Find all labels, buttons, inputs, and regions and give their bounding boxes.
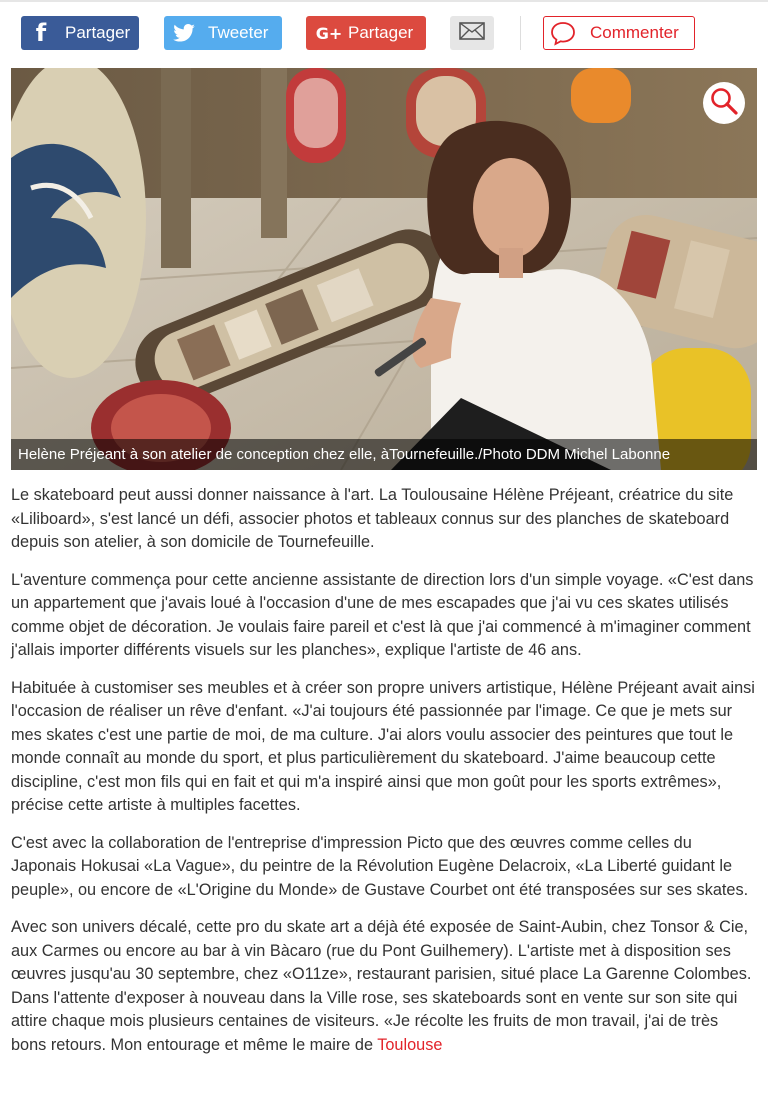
facebook-share-label: Partager — [65, 23, 131, 42]
magnifier-icon — [709, 86, 739, 121]
top-divider — [0, 0, 768, 2]
article-photo[interactable] — [11, 68, 757, 470]
googleplus-share-button[interactable] — [306, 16, 426, 50]
speech-bubble-icon — [550, 20, 576, 46]
photo-caption: Helène Préjeant à son atelier de conception chez elle, àTournefeuille./Photo DDM Michel Labonne — [11, 439, 757, 470]
twitter-bird-icon — [172, 22, 196, 44]
zoom-button[interactable] — [703, 82, 745, 124]
share-divider — [520, 16, 521, 50]
article-paragraph: Habituée à customiser ses meubles et à créer son propre univers artistique, Hélène Préjeant avait ainsi l'occasion de réaliser un rêve d'enfant. «J'ai toujours été passionnée par l'image. Ce que je mets sur mes skates c'est une partie de moi, de ma culture. J'ai alors voulu associer des peintures que tout le monde connaît au monde du sport, et plus particulièrement du skateboard. J'aime beaucoup cette discipline, c'est mon fils qui en fait et qui m'a inspiré ainsi que mon goût pour les sports extrêmes», précise cette artiste à multiples facettes. — [11, 678, 755, 814]
article-paragraph: L'aventure commença pour cette ancienne assistante de direction lors d'un simple voyage. «C'est dans un appartement que j'avais loué à l'occasion d'une de mes escapades que j'ai vu ces skates utilisés comme objet de décoration. Je voulais faire pareil et c'est là que j'ai commencé à m'imaginer comment j'allais importer différents visuels sur les planches», explique l'artiste de 46 ans. — [11, 570, 754, 659]
googleplus-share-label: Partager — [348, 23, 414, 42]
twitter-share-label: Tweeter — [208, 23, 269, 42]
comment-button[interactable] — [543, 16, 695, 50]
envelope-icon — [459, 22, 485, 45]
email-share-button[interactable] — [450, 16, 494, 50]
facebook-share-button[interactable] — [21, 16, 139, 50]
share-bar — [0, 16, 768, 52]
article-paragraph: C'est avec la collaboration de l'entreprise d'impression Picto que des œuvres comme celles du Japonais Hokusai «La Vague», du peintre de la Révolution Eugène Delacroix, «La Liberté guidant le peuple», ou encore de «L'Origine du Monde» de Gustave Courbet ont été transposées sur ses skates. — [11, 833, 749, 899]
comment-label: Commenter — [590, 23, 679, 42]
article-paragraph: Le skateboard peut aussi donner naissance à l'art. La Toulousaine Hélène Préjeant, créatrice du site «Liliboard», s'est lancé un défi, associer photos et tableaux connus sur des planches de skateboard depuis son atelier, à son domicile de Tournefeuille. — [11, 486, 734, 551]
twitter-share-button[interactable] — [164, 16, 282, 50]
facebook-icon: f — [35, 19, 47, 47]
workshop-photo-illustration — [11, 68, 757, 470]
toulouse-link[interactable]: Toulouse — [377, 1035, 443, 1054]
article-paragraph — [11, 916, 757, 1057]
article-body — [11, 484, 757, 1071]
paragraph-text: Avec son univers décalé, cette pro du skate art a déjà été exposée de Saint-Aubin, chez Tonsor & Cie, aux Carmes ou encore au bar à vin Bàcaro (rue du Pont Guilhemery). L'artiste met à disposition ses œuvres jusqu'au 30 septembre, chez «O11ze», restaurant parisien, situé place La Garenne Colombes. Dans l'attente d'exposer à nouveau dans la Ville rose, ses skateboards sont en vente sur son site qui attire chaque mois plusieurs centaines de visiteurs. «Je récolte les fruits de mon travail, j'ai de très bons retours. Mon entourage et même le maire de — [11, 918, 752, 1054]
googleplus-icon: G+ — [315, 23, 343, 43]
